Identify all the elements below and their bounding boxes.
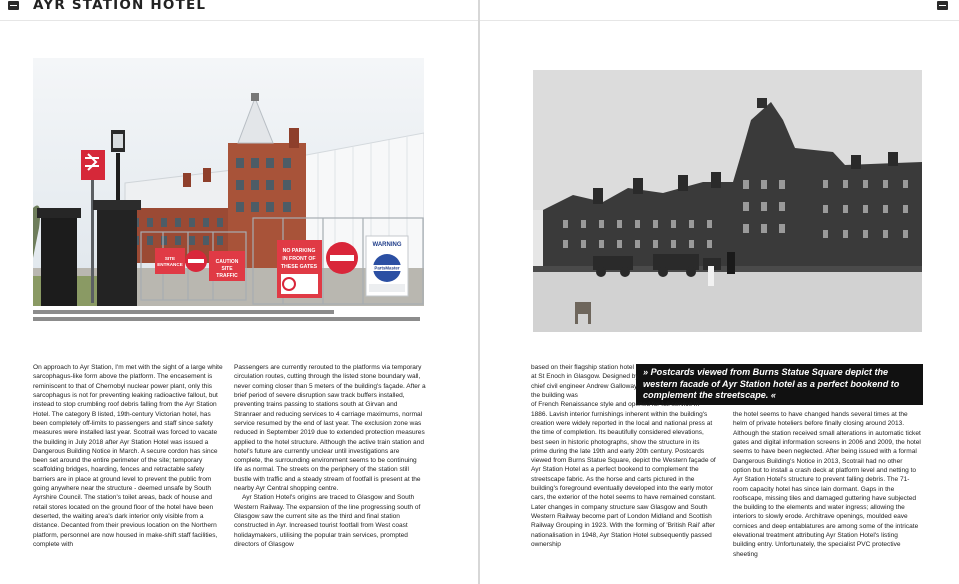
paragraph: Passengers are currently rerouted to the platforms via temporary circulation routes, cutting through the listed stone boundary wall, never coming closer than 5 meters of the building's façade. After a brief period of severe disruption saw track buffers installed, preventing trains passing to stations south at Girvan and Stranraer and reducing services to 4 carriage maximums, normal service resumed by the end of last year. The exclusion zone was reduced in September 2019 due to extended protection measures applied to the hotel structure. Although the active train station and hotel's future are currently unclear until investigations are complete, the surrounding environment seems to be continuing life as normal. The streets on the periphery of the station still bustle with traffic and a steady stream of footfall is present at the nearby Ayr Central shopping centre. (234, 364, 426, 493)
right-page (480, 0, 959, 584)
header-divider (480, 20, 959, 21)
historic-hotel-photo (533, 70, 922, 332)
body-column-1 (33, 363, 227, 549)
caption-rule (33, 310, 334, 314)
figure (708, 266, 714, 286)
header-divider (0, 20, 478, 21)
left-page (0, 0, 478, 584)
body-column-2 (234, 363, 426, 549)
svg-text:NO PARKING: NO PARKING (282, 248, 316, 254)
svg-text:TRAFFIC: TRAFFIC (216, 273, 238, 279)
svg-text:IN FRONT OF: IN FRONT OF (282, 256, 316, 262)
body-column-4 (733, 410, 922, 559)
svg-text:SITE: SITE (221, 266, 233, 272)
svg-text:PartsMaster: PartsMaster (374, 265, 400, 271)
section-marker-icon (8, 1, 19, 10)
svg-text:WARNING: WARNING (372, 242, 402, 248)
svg-text:CAUTION: CAUTION (215, 259, 239, 265)
body-column-3 (531, 363, 717, 549)
quote-open-icon: » (643, 367, 649, 377)
svg-text:THESE GATES: THESE GATES (280, 264, 318, 270)
paragraph: Ayr Station Hotel's origins are traced to Glasgow and South Western Railway. The expansion of the line progressing south of Glasgow saw the current site as the third and final station constructed in Ayr. Increased tourist footfall from West coast holidaymakers, utilising the popular train services, prompted directors of Glasgow (234, 494, 421, 548)
paragraph: based on their flagship station hotel at St Enoch in Glasgow. Designed by chief civil engineer Andrew Galloway, the building was (531, 364, 639, 399)
paragraph: the hotel seems to have changed hands several times at the helm of private hoteliers before finally closing around 2013. Although the station received small alterations in automatic ticket gates and digital information screens in 2006 and 2009, the hotel seems to have been neglected. After being issued with a formal Dangerous Building's Notice in 2013, Scotrail had no other option but to install a crash deck at platform level and netting to Ayr Station Hotel's structure to prevent falling debris. The 71-room capacity hotel has since lain dormant. Gaps in the roofscape, missing tiles and damaged guttering have subjected the building to the elements and water ingress; allowing the interiors to slowly erode. Architrave openings, moulded eave cornices and deep entablatures are among some of the intricate elevational treatment attributing Ayr Station Hotel's listing building entry. Unfortunately, the specialist PVC protective sheeting (733, 411, 921, 558)
gate-pillar (41, 216, 77, 306)
article-title: AYR STATION HOTEL (33, 0, 207, 13)
gate-pillar (97, 208, 137, 306)
svg-text:SITE: SITE (164, 256, 176, 261)
caption-rule (33, 317, 420, 321)
pull-quote-text: » Postcards viewed from Burns Statue Square depict the western facade of Ayr Station hotel as a perfect bookend to complement the streetscape. « (643, 367, 900, 401)
svg-text:ENTRANCE: ENTRANCE (157, 262, 183, 267)
site-entrance-sign (155, 248, 185, 274)
paragraph: of French Renaissance style and opened for full service in 1886. Lavish interior furnishings inherent within the building's creation were widely reported in the local and national press at the time of completion. Its beautifully considered elevations, best seen in historic photographs, show the structure in its prime during the late 19th and early 20th century. Postcards viewed from Burns Statue Square, depict the Western façade of Ayr Station Hotel as a perfect bookend to complement the streetscape fabric. As the horse and carts pictured in the building's foreground eventually developed into the early motor cars, the exterior of the hotel seems to have remained constant. Later changes in company structure saw Glasgow and South Western Railway become part of London Midland and Scottish Railway Grouping in 1923. With the forming of 'British Rail' after nationalisation in 1948, Ayr Station Hotel subsequently passed ownership (531, 401, 716, 548)
hotel-construction-photo (33, 58, 424, 306)
section-marker-icon (937, 1, 948, 10)
paragraph: On approach to Ayr Station, I'm met with the sight of a large white sarcophagus-like form above the platform. The encasement is reminiscent to that of Chernobyl nuclear power plant, only this sarcophagus is not for preventing leaking radioactive fallout, but instead to stop crumbling roof debris falling from the Ayr Station Hotel. The category B listed, 19th-century Victorian hotel, has been completely off-limits to passengers and staff since safety measures were installed last year. Scotrail was forced to vacate the building in July 2018 after Ayr Station Hotel was issued a Dangerous Building Notice in March. A secure cordon has since been set around the entire perimeter of the site; temporary scaffolding bridges, hoarding, fences and retractable safety barriers are in place at ground level to prevent the public from going anywhere near the structure - deemed unsafe by South Ayrshire Council. The station's toilet areas, back of house and retail stores located on the ground floor of the hotel have been deserted, the waiting area's dark interior only visible from a distance. Decanted from their previous location on the Northern platform, personnel are now housed in make-shift staff facilities, complete with (33, 364, 223, 548)
figure (727, 252, 735, 274)
dog (575, 302, 591, 314)
quote-close-icon: « (770, 390, 776, 401)
